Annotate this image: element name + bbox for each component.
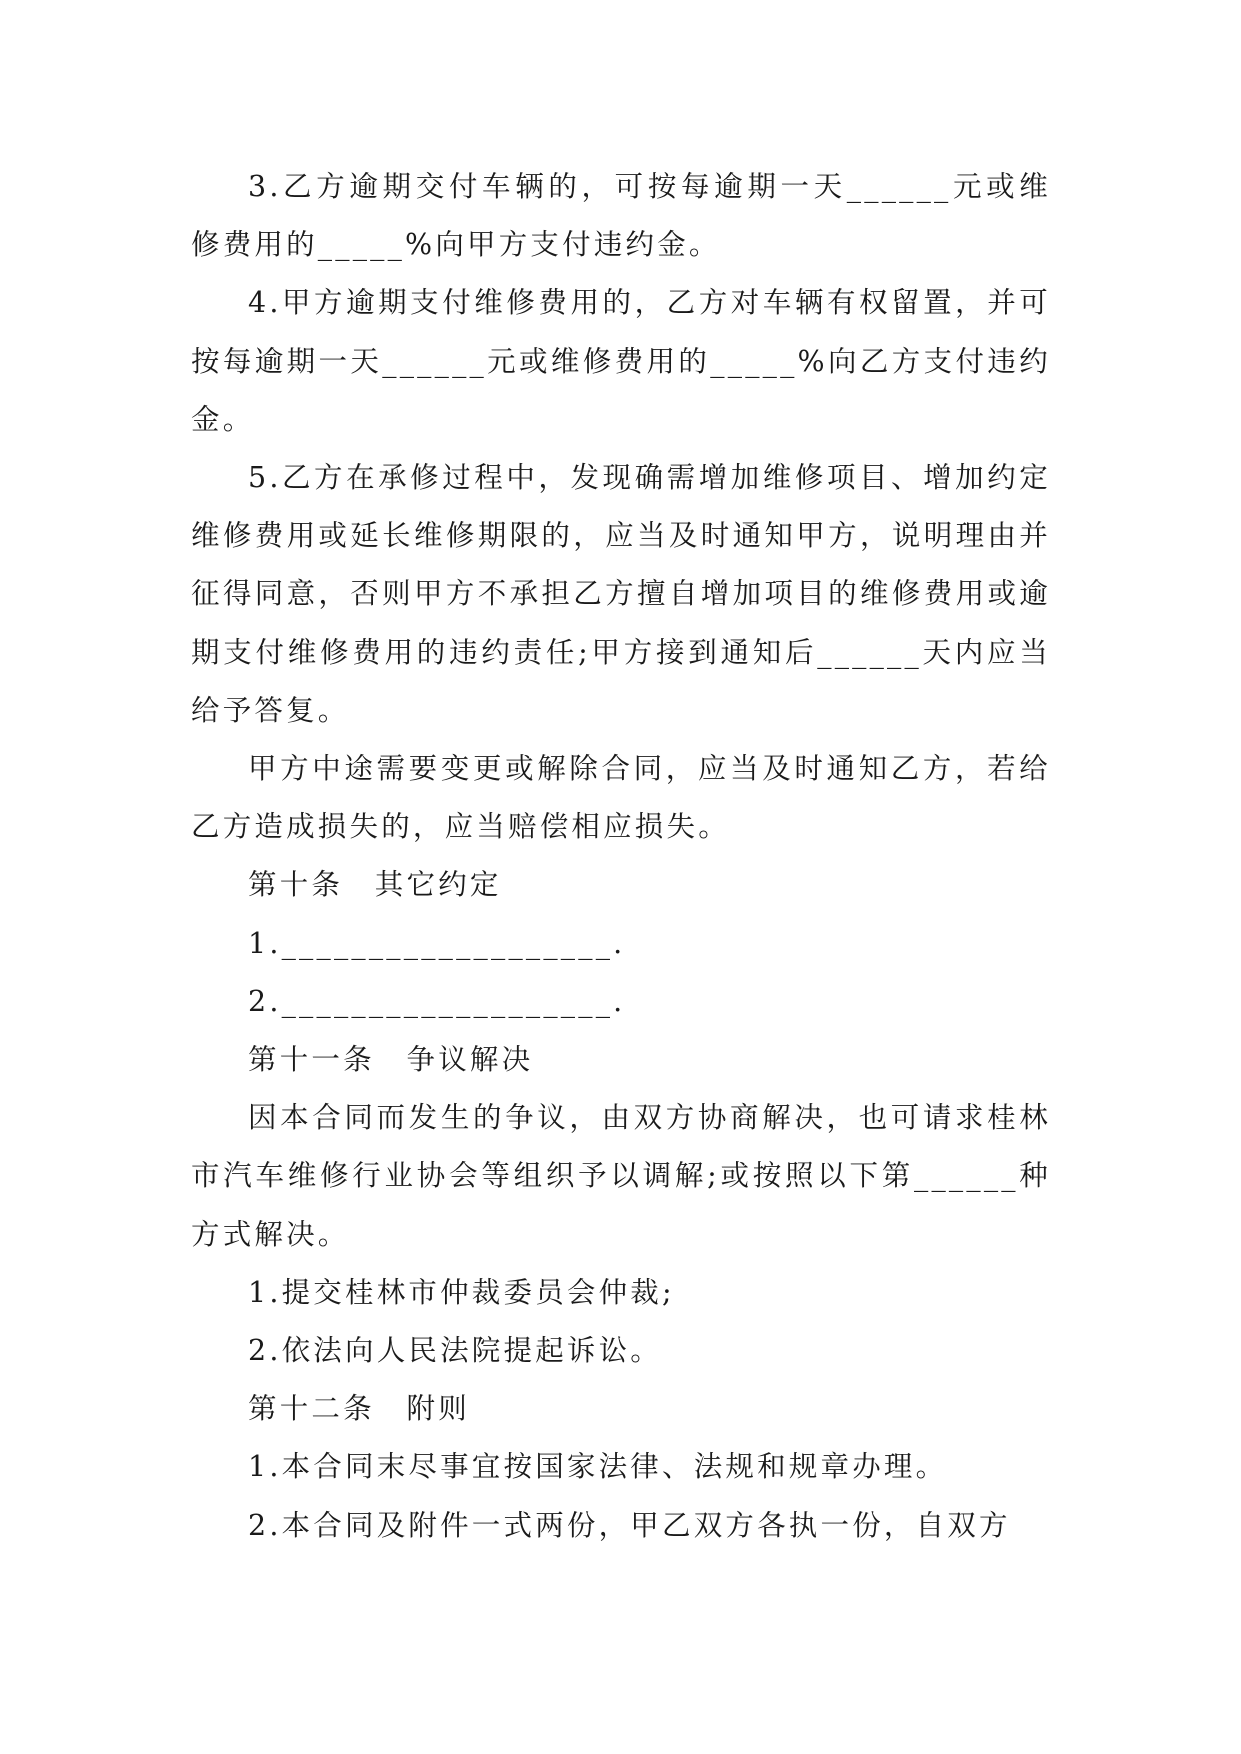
clause-paragraph-contract-change: 甲方中途需要变更或解除合同，应当及时通知乙方，若给乙方造成损失的，应当赔偿相应损失。 [191,752,1051,844]
article-10-heading: 第十条 其它约定 [248,868,502,902]
dispute-resolution-paragraph: 因本合同而发生的争议，由双方协商解决，也可请求桂林市汽车维修行业协会等组织予以调解;或按照以下第______种方式解决。 [191,1101,1051,1251]
dispute-option-2: 2.依法向人民法院提起诉讼。 [248,1334,662,1368]
supplementary-item-2: 2.本合同及附件一式两份，甲乙双方各执一份，自双方 [248,1508,1011,1542]
article-12-heading: 第十二条 附则 [248,1392,470,1426]
clause-paragraph-overdue-delivery: 3.乙方逾期交付车辆的，可按每逾期一天______元或维修费用的_____%向甲方支付违约金。 [191,170,1051,262]
document-page [191,158,1051,1555]
clause-paragraph-additional-repairs: 5.乙方在承修过程中，发现确需增加维修项目、增加约定维修费用或延长维修期限的，应当及时通知甲方，说明理由并征得同意，否则甲方不承担乙方擅自增加项目的维修费用或逾期支付维修费用的违约责任;甲方接到通知后______天内应当给予答复。 [191,461,1051,727]
other-agreement-item-2: 2.___________________. [248,984,626,1018]
clause-paragraph-overdue-payment: 4.甲方逾期支付维修费用的，乙方对车辆有权留置，并可按每逾期一天______元或维修费用的_____%向乙方支付违约金。 [191,286,1051,436]
supplementary-item-1: 1.本合同末尽事宜按国家法律、法规和规章办理。 [248,1450,948,1484]
article-11-heading: 第十一条 争议解决 [248,1043,534,1077]
other-agreement-item-1: 1.___________________. [248,926,626,960]
dispute-option-1: 1.提交桂林市仲裁委员会仲裁; [248,1275,675,1309]
